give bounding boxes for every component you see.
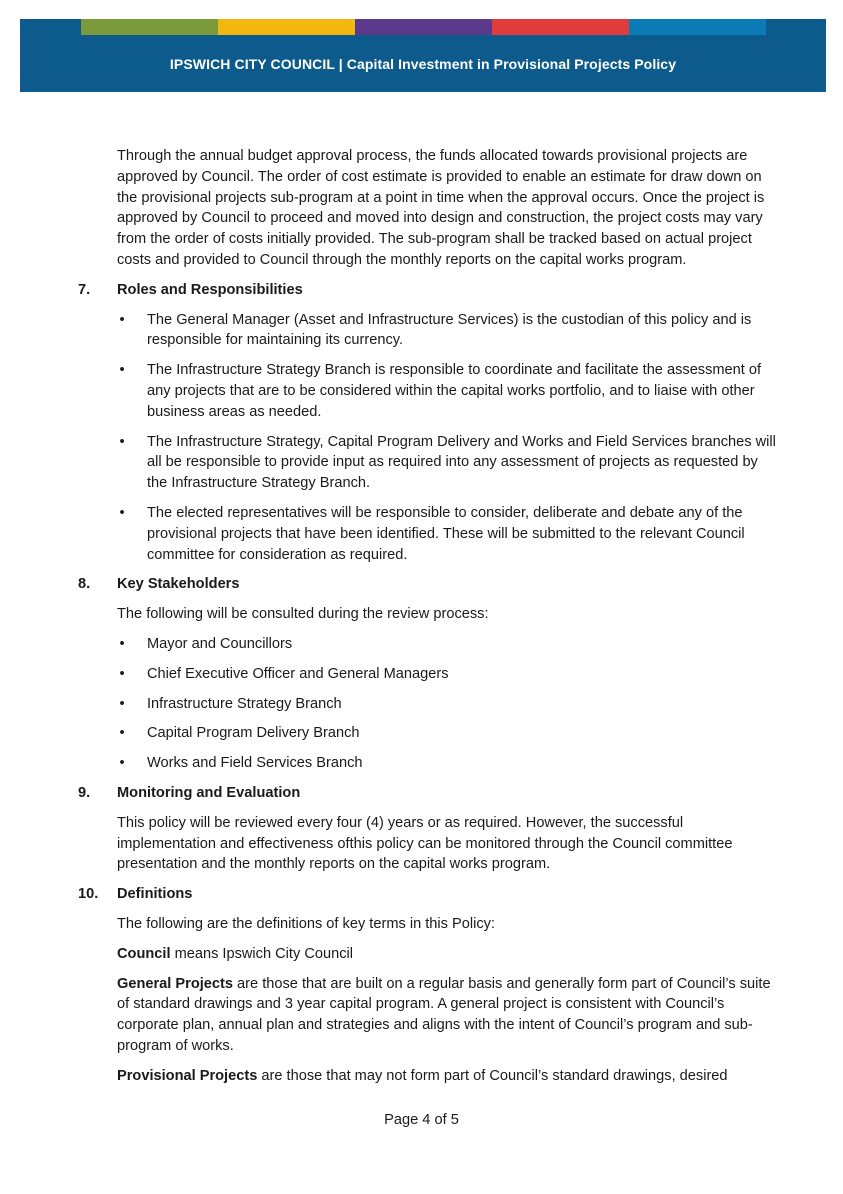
list-item: • Works and Field Services Branch [117, 753, 778, 774]
definition-term: Council [117, 945, 171, 962]
definition-council: Council means Ipswich City Council [117, 945, 354, 962]
bullet-icon: • [119, 695, 125, 712]
definitions-intro: The following are the definitions of key terms in this Policy: [117, 915, 495, 932]
list-item: • Infrastructure Strategy Branch [117, 694, 778, 715]
definition-provisional-projects: Provisional Projects are those that may not form part of Council’s standard drawings, desired [117, 1067, 728, 1084]
section-heading-definitions [78, 884, 778, 905]
section-title: Roles and Responsibilities [117, 281, 303, 298]
stripe-yellow [218, 19, 355, 35]
stripe-red [492, 19, 629, 35]
monitoring-paragraph: This policy will be reviewed every four (4) years or as required. However, the successful implementation and effectiveness ofthis policy can be monitored through the Council committee presentation and the monthly reports on the capital works program. [117, 814, 733, 873]
stakeholders-intro: The following will be consulted during the review process: [117, 606, 489, 623]
section-number: 8. [78, 576, 91, 593]
roles-list [117, 310, 778, 566]
list-item: • The General Manager (Asset and Infrastructure Services) is the custodian of this policy and is responsible for maintaining its currency. [117, 310, 778, 352]
section-title: Key Stakeholders [117, 576, 240, 593]
bullet-icon: • [119, 755, 125, 772]
bullet-icon: • [119, 311, 125, 328]
list-item: • Mayor and Councillors [117, 634, 778, 655]
bullet-icon: • [119, 433, 125, 450]
document-body [78, 146, 778, 1086]
stakeholders-list [117, 634, 778, 774]
bullet-icon: • [119, 725, 125, 742]
section-heading-monitoring [78, 783, 778, 804]
intro-paragraph: Through the annual budget approval process, the funds allocated towards provisional projects are approved by Council. The order of cost estimate is provided to enable an estimate for draw down on the provisional projects sub-program at a point in time when the approval occurs. Once the project is approved by Council to proceed and moved into design and construction, the project costs may vary from the order of costs initially provided. The sub-program shall be tracked based on actual project costs and provided to Council through the monthly reports on the capital works program. [117, 148, 765, 268]
definition-term: Provisional Projects [117, 1067, 258, 1084]
bullet-icon: • [119, 665, 125, 682]
header-color-stripes [81, 19, 766, 35]
section-number: 7. [78, 281, 91, 298]
section-heading-stakeholders [78, 574, 778, 595]
list-item: • The Infrastructure Strategy Branch is responsible to coordinate and facilitate the assessment of any projects that are to be considered within the capital works portfolio, and to liaise with other business areas as needed. [117, 360, 778, 422]
list-item: • Capital Program Delivery Branch [117, 723, 778, 744]
section-heading-roles [78, 280, 778, 301]
section-number: 9. [78, 784, 91, 801]
page-header [20, 19, 826, 92]
stripe-blue [629, 19, 766, 35]
definition-general-projects: General Projects are those that are built on a regular basis and generally form part of Council’s suite of standard drawings and 3 year capital program. A general project is consistent with Council’s corporate plan, annual plan and strategies and aligns with the intent of Council’s program and sub-program of works. [117, 975, 771, 1054]
bullet-icon: • [119, 362, 125, 379]
page-number: Page 4 of 5 [384, 1112, 459, 1128]
header-title: IPSWICH CITY COUNCIL | Capital Investment in Provisional Projects Policy [169, 56, 677, 72]
bullet-icon: • [119, 635, 125, 652]
section-title: Definitions [117, 886, 193, 903]
list-item: • The Infrastructure Strategy, Capital Program Delivery and Works and Field Services branches will all be responsible to provide input as required into any assessment of projects as requested by the Infrastructure Strategy Branch. [117, 432, 778, 494]
section-number: 10. [78, 886, 99, 903]
stripe-purple [355, 19, 492, 35]
stripe-green [81, 19, 218, 35]
bullet-icon: • [119, 504, 125, 521]
section-title: Monitoring and Evaluation [117, 784, 301, 801]
list-item: • The elected representatives will be responsible to consider, deliberate and debate any of the provisional projects that have been identified. These will be submitted to the relevant Council committee for consideration as required. [117, 503, 778, 565]
definition-term: General Projects [117, 975, 233, 992]
list-item: • Chief Executive Officer and General Managers [117, 664, 778, 685]
